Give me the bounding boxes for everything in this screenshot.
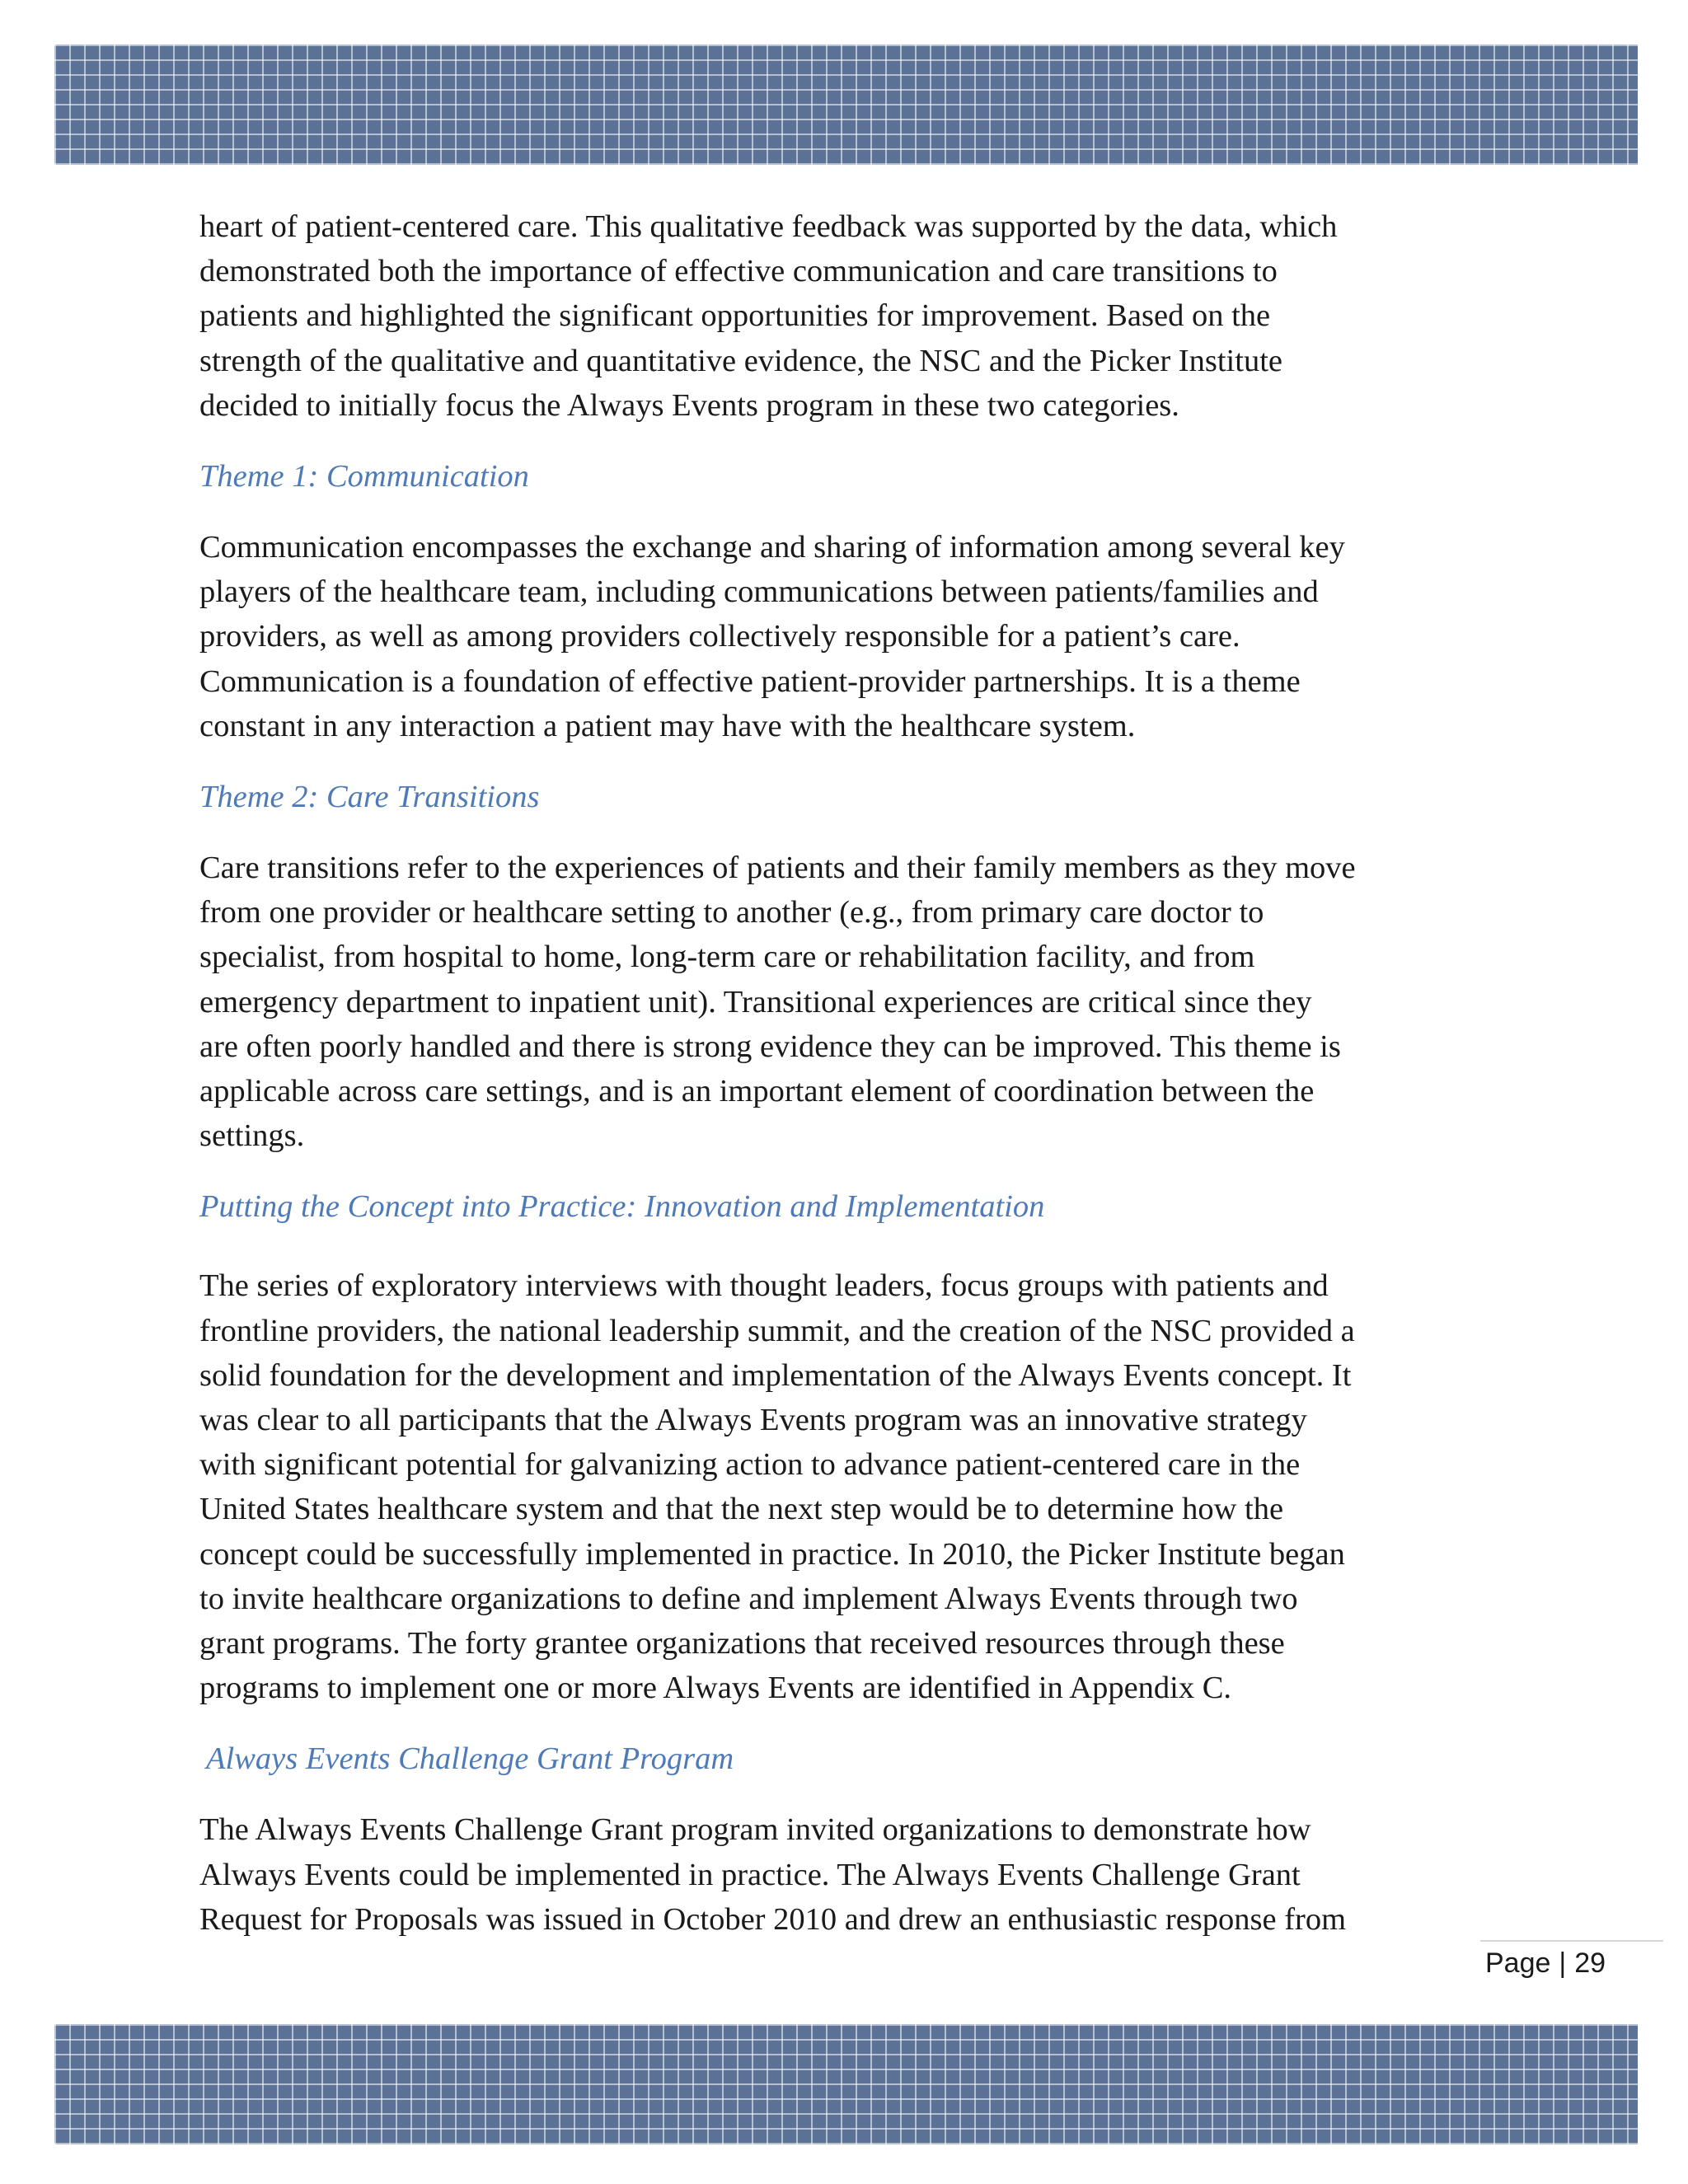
text-line: was clear to all participants that the Always Events program was an innovative strategy: [199, 1403, 1307, 1438]
footer-pattern-band: [54, 2024, 1638, 2144]
text-line: patients and highlighted the significant opportunities for improvement. Based on the: [199, 298, 1271, 334]
heading-theme-care-transitions: Theme 2: Care Transitions: [199, 780, 540, 815]
text-line: providers, as well as among providers collectively responsible for a patient’s care.: [199, 619, 1240, 654]
header-pattern-band: [54, 45, 1638, 165]
heading-theme-communication: Theme 1: Communication: [199, 459, 529, 494]
text-line: concept could be successfully implemented in practice. In 2010, the Picker Institute began: [199, 1536, 1345, 1572]
text-line: grant programs. The forty grantee organizations that received resources through these: [199, 1626, 1285, 1661]
text-line: heart of patient-centered care. This qualitative feedback was supported by the data, which: [199, 209, 1338, 244]
text-line: from one provider or healthcare setting to another (e.g., from primary care doctor to: [199, 895, 1264, 930]
text-line: emergency department to inpatient unit). Transitional experiences are critical since they: [199, 984, 1312, 1019]
text-line: The Always Events Challenge Grant program invited organizations to demonstrate how: [199, 1812, 1311, 1848]
footer-divider: [1480, 1940, 1663, 1942]
page-number: [1485, 1945, 1606, 1981]
paragraph-intro: [199, 204, 1502, 428]
text-line: frontline providers, the national leadership summit, and the creation of the NSC provided a: [199, 1313, 1355, 1348]
text-line: with significant potential for galvanizing action to advance patient-centered care in the: [199, 1447, 1301, 1483]
text-line: strength of the qualitative and quantitative evidence, the NSC and the Picker Institute: [199, 343, 1282, 378]
text-line: to invite healthcare organizations to define and implement Always Events through two: [199, 1581, 1298, 1616]
document-body: [199, 204, 1502, 1942]
text-line: solid foundation for the development and implementation of the Always Events concept. It: [199, 1357, 1352, 1393]
heading-putting-concept-into-practice: Putting the Concept into Practice: Innovation and Implementation: [199, 1189, 1045, 1225]
page-separator: |: [1559, 1947, 1567, 1979]
heading-challenge-grant-program: Always Events Challenge Grant Program: [206, 1741, 734, 1777]
text-line: Care transitions refer to the experiences of patients and their family members as they move: [199, 851, 1356, 886]
text-line: are often poorly handled and there is strong evidence they can be improved. This theme is: [199, 1029, 1341, 1064]
text-line: players of the healthcare team, including communications between patients/families and: [199, 574, 1319, 610]
text-line: settings.: [199, 1118, 305, 1154]
text-line: United States healthcare system and that the next step would be to determine how the: [199, 1492, 1284, 1527]
text-line: Communication is a foundation of effective patient-provider partnerships. It is a theme: [199, 663, 1301, 699]
text-line: Always Events could be implemented in practice. The Always Events Challenge Grant: [199, 1857, 1301, 1892]
page-label: Page: [1485, 1947, 1551, 1979]
paragraph-care-transitions: [199, 846, 1502, 1158]
text-line: Request for Proposals was issued in October 2010 and drew an enthusiastic response from: [199, 1901, 1347, 1937]
text-line: demonstrated both the importance of effective communication and care transitions to: [199, 254, 1278, 289]
text-line: Communication encompasses the exchange and sharing of information among several key: [199, 530, 1345, 565]
text-line: decided to initially focus the Always Events program in these two categories.: [199, 387, 1179, 423]
text-line: The series of exploratory interviews with thought leaders, focus groups with patients and: [199, 1268, 1329, 1304]
text-line: specialist, from hospital to home, long-term care or rehabilitation facility, and from: [199, 940, 1255, 975]
page-number-value: 29: [1574, 1947, 1606, 1979]
text-line: programs to implement one or more Always Events are identified in Appendix C.: [199, 1671, 1232, 1706]
paragraph-challenge-grant: [199, 1807, 1502, 1942]
paragraph-practice: [199, 1263, 1502, 1710]
paragraph-communication: [199, 525, 1502, 748]
text-line: applicable across care settings, and is an important element of coordination between the: [199, 1074, 1315, 1109]
text-line: constant in any interaction a patient may have with the healthcare system.: [199, 708, 1136, 743]
